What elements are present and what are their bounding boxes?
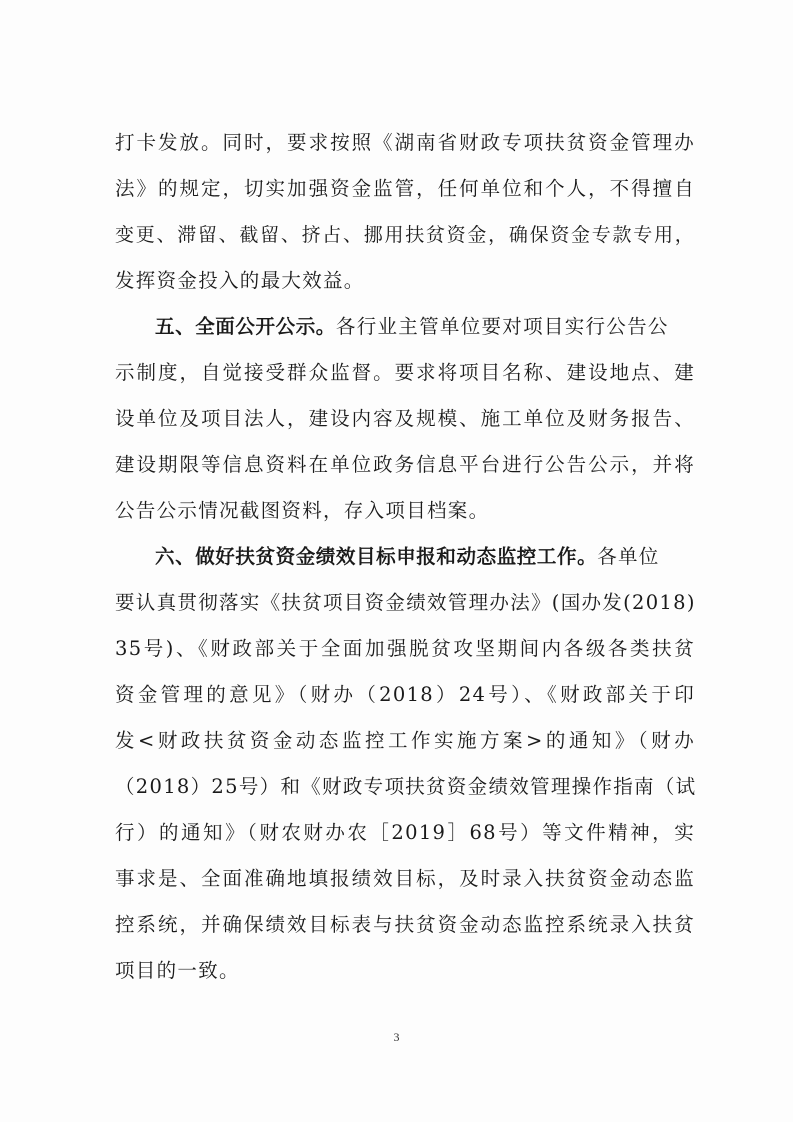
body-line: 设单位及项目法人，建设内容及规模、施工单位及财务报告、 [115,407,695,430]
body-line: 示制度，自觉接受群众监督。要求将项目名称、建设地点、建 [115,361,695,384]
body-line: 变更、滞留、截留、挤占、挪用扶贫资金，确保资金专款专用， [115,224,695,246]
body-line: 发<财政扶贫资金动态监控工作实施方案>的通知》（财办 [115,729,695,752]
body-line: 控系统，并确保绩效目标表与扶贫资金动态监控系统录入扶贫 [115,913,695,936]
body-line: 事求是、全面准确地填报绩效目标，及时录入扶贫资金动态监 [115,867,695,890]
section-heading-five: 五、全面公开公示。 [155,315,336,338]
body-line: 项目的一致。 [115,959,240,982]
section-six-first-line [115,534,695,580]
body-line: 发挥资金投入的最大效益。 [115,269,365,292]
body-line: 建设期限等信息资料在单位政务信息平台进行公告公示，并将 [115,453,695,476]
body-line: 法》的规定，切实加强资金监管，任何单位和个人，不得擅自 [115,177,695,200]
section-five-first-line [115,304,695,350]
body-line: 公告公示情况截图资料，存入项目档案。 [115,499,490,522]
body-text: 各行业主管单位要对项目实行公告公 [335,315,669,338]
section-heading-six: 六、做好扶贫资金绩效目标申报和动态监控工作。 [155,545,598,568]
body-line: 打卡发放。同时，要求按照《湖南省财政专项扶贫资金管理办 [115,131,695,154]
body-line: （2018）25号）和《财政专项扶贫资金绩效管理操作指南（试 [115,775,697,798]
body-text: 各单位 [597,545,660,568]
body-line: 要认真贯彻落实《扶贫项目资金绩效管理办法》(国办发(2018) [115,591,696,614]
body-line: 35号)、《财政部关于全面加强脱贫攻坚期间内各级各类扶贫 [115,637,695,660]
page-number: 3 [393,1030,400,1044]
body-line: 资金管理的意见》（财办（2018）24号）、《财政部关于印 [115,683,695,706]
body-line: 行）的通知》（财农财办农［2019］68号）等文件精神，实 [115,821,695,844]
document-body [115,120,695,994]
